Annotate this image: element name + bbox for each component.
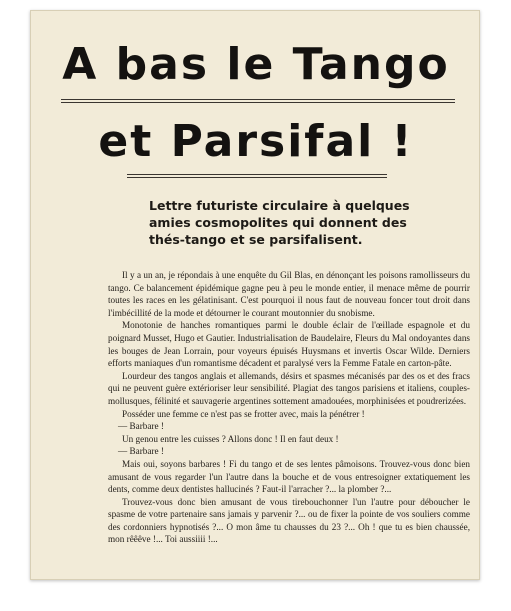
paragraph: Il y a un an, je répondais à une enquête du Gil Blas, en dénonçant les poisons ramollisseurs du tango. Ce balancement épidémique gagne peu à peu le monde entier, il menace même de pourrir toutes les races en les gélatinisant. C'est pourquoi il nous faut de nouveau foncer tout droit dans l'imbécillité de la mode et détourner le courant moutonnier du snobisme. <box>108 270 470 318</box>
title-line-2: et Parsifal ! <box>98 116 414 167</box>
title-divider-top <box>61 99 455 103</box>
paragraph: Trouvez-vous donc bien amusant de vous tirebouchonner l'un l'autre pour déboucher le spasme de votre partenaire sans jamais y parvenir ?... ou de fixer la pointe de vos souliers comme des cordonniers hypnotisés ?... O mon âme tu chausses du 23 ?... Oh ! que tu es bien chaussée, mon rêêêve !... Toi aussiiii !... <box>108 496 470 545</box>
dialogue-line: — Barbare ! <box>118 446 164 457</box>
body-text <box>108 269 470 546</box>
document-page <box>30 10 480 580</box>
subtitle-line: thés-tango et se parsifalisent. <box>149 232 363 247</box>
title-line-1: A bas le Tango <box>62 39 450 90</box>
subtitle-line: amies cosmopolites qui donnent des <box>149 215 407 230</box>
paragraph: Un genou entre les cuisses ? Allons donc ! Il en faut deux ! <box>122 433 339 444</box>
title-divider-bottom <box>127 174 387 178</box>
subtitle-line: Lettre futuriste circulaire à quelques <box>149 198 410 213</box>
dialogue-line: — Barbare ! <box>118 421 164 432</box>
paragraph: Lourdeur des tangos anglais et allemands, désirs et spasmes mécanisés par des os et des fracs qui ne peuvent guère extérioriser leur sensibilité. Plagiat des tangos parisiens et italiens, couples-mollusques, félinité et sauvagerie argentines sottement amadouées, morphinisées et poudrerizées. <box>108 370 470 406</box>
subtitle <box>149 197 449 248</box>
paragraph: Monotonie de hanches romantiques parmi le double éclair de l'œillade espagnole et du poignard Musset, Hugo et Gautier. Industrialisation de Baudelaire, Fleurs du Mal ondoyantes dans les bouges de Jean Lorrain, pour voyeurs épuisés Huysmans et invertis Oscar Wilde. Derniers efforts maniaques d'un romantisme décadent et paralysé vers la Femme Fatale en carton-pâte. <box>108 320 470 369</box>
paragraph: Posséder une femme ce n'est pas se frotter avec, mais la pénétrer ! <box>122 408 365 419</box>
paragraph: Mais oui, soyons barbares ! Fi du tango et de ses lentes pâmoisons. Trouvez-vous donc bien amusant de vous regarder l'un l'autre dans la bouche et de vous entresoigner extatiquement les dents, comme deux dentistes hallucinés ? Faut-il l'arracher ?... la plomber ?... <box>108 458 470 495</box>
